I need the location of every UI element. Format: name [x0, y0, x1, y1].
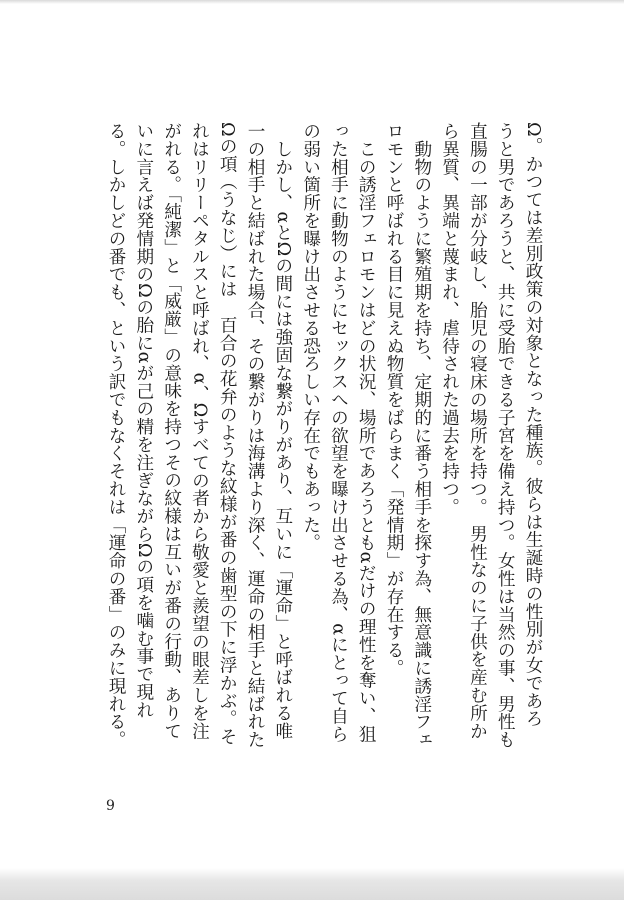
text-line: いに言えば発情期のΩの胎にαが己の精を注ぎながらΩの項を噛む事で現れ: [133, 122, 154, 719]
text-line: った相手に動物のようにセックスへの欲望を曝け出させる為、αにとって自ら: [328, 122, 349, 743]
text-line: うと男であろうと、共に受胎できる子宮を備え持つ。女性は当然の事、男性も: [495, 122, 516, 749]
text-line: Ωの項（うなじ）には 百合の花弁のような紋様が番の歯型の下に浮かぶ。そ: [217, 122, 238, 746]
text-line: 動物のように繁殖期を持ち、定期的に番う相手を探す為、無意識に誘淫フェ: [411, 122, 432, 749]
text-line: ら異質、異端と蔑まれ、虐待された過去を持つ。: [439, 122, 460, 516]
page-number: 9: [106, 798, 115, 814]
text-line: Ω。かつては差別政策の対象となった種族。彼らは生誕時の性別が女であろ: [523, 122, 543, 728]
top-edge-shadow: [0, 0, 624, 4]
text-line: れはリリーペタルスと呼ばれ、α、Ωすべての者から敬愛と羨望の眼差しを注: [189, 122, 210, 740]
text-line: しかし、αとΩの間には強固な繋がりがあり、互いに「運命」と呼ばれる唯: [272, 122, 293, 740]
text-line: がれる。「純潔」と「威厳」の意味を持つその紋様は互いが番の行動、ありて: [161, 122, 182, 740]
text-line: 直腸の一部が分岐し、胎児の寝床の場所を持つ。 男性なのに子供を産む所か: [467, 122, 488, 740]
text-line: 一の相手と結ばれた場合、その繋がりは海溝より深く、運命の相手と結ばれた: [245, 122, 266, 749]
text-line: ロモンと呼ばれる目に見えぬ物質をばらまく「発情期」が存在する。: [384, 122, 405, 677]
body-text: [101, 122, 546, 749]
text-line: の弱い箇所を曝け出させる恐ろしい存在でもあった。: [300, 122, 321, 552]
bottom-edge-shadow: [0, 868, 624, 900]
text-line: る。しかしどの番でも、という訳でもなくそれは「運命の番」のみに現れる。: [106, 122, 127, 749]
text-line: この誘淫フェロモンはどの状況、場所であろうともαだけの理性を奪い、狙: [356, 122, 377, 743]
